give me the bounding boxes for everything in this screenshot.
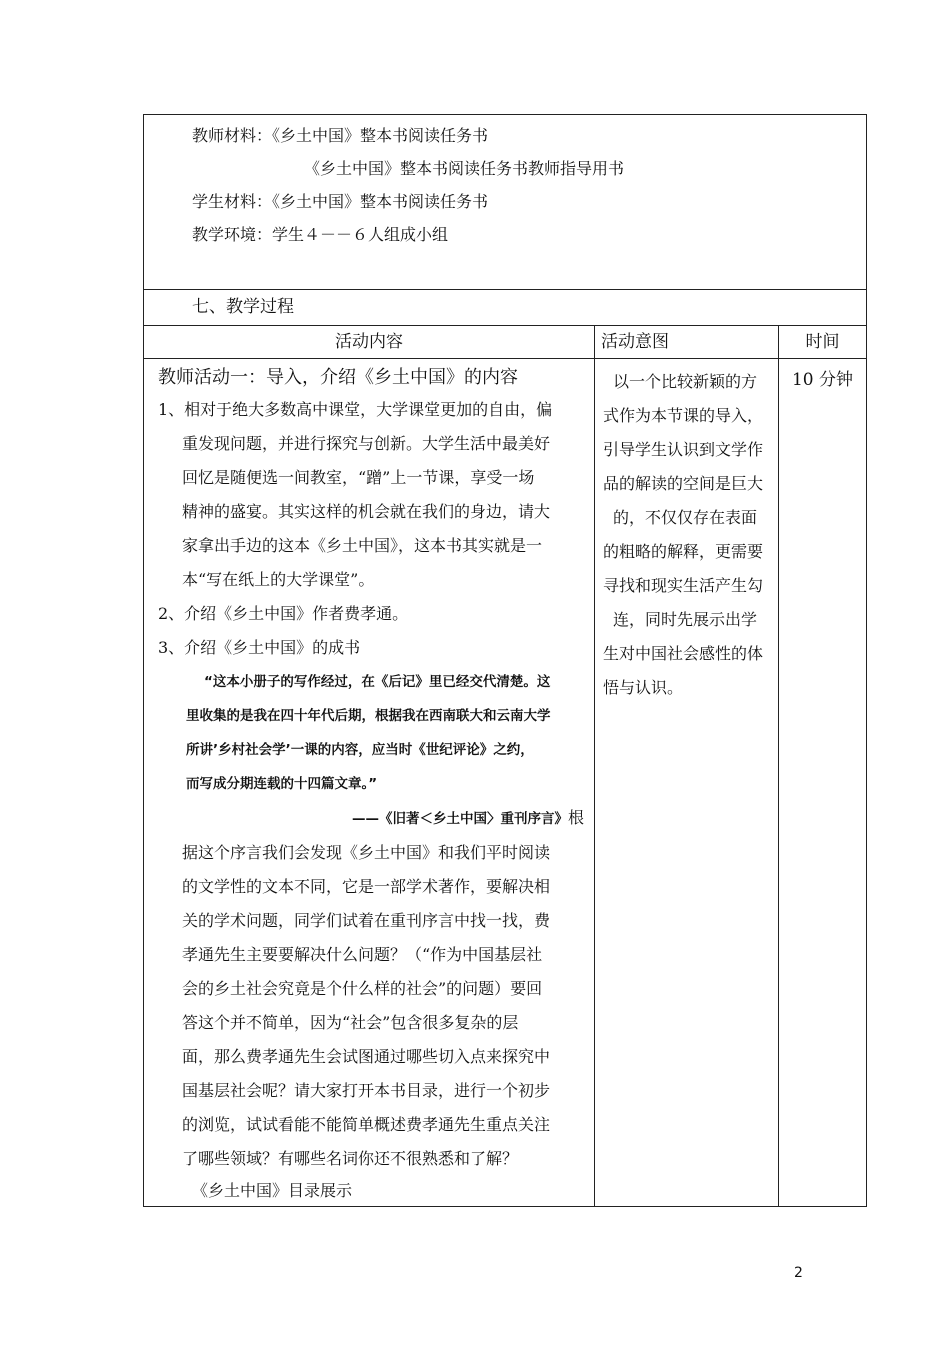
- para1-line5: 家拿出手边的这本《乡土中国》，这本书其实就是一: [182, 536, 543, 555]
- activity-row: [144, 359, 867, 1207]
- intent-line5: 的，不仅仅存在表面: [613, 508, 758, 527]
- body-line10: 了哪些领域？有哪些名词你还不很熟悉和了解？: [182, 1149, 519, 1168]
- intent-line8: 连，同时先展示出学: [613, 610, 758, 629]
- toc-line: 《乡土中国》目录展示: [192, 1181, 353, 1200]
- environment-value: 学生４－－６人组成小组: [272, 225, 449, 244]
- teacher-materials-line: [144, 119, 866, 152]
- intent-line3: 引导学生认识到文学作: [603, 440, 764, 459]
- body-line5: 会的乡土社会究竟是个什么样的社会”的问题）要回: [182, 979, 543, 998]
- para1-line2: 重发现问题，并进行探究与创新。大学生活中最美好: [182, 434, 551, 453]
- intent-line4: 品的解读的空间是巨大: [603, 474, 764, 493]
- intent-line7: 寻找和现实生活产生勾: [603, 576, 764, 595]
- table-header-row: [144, 326, 867, 359]
- student-materials-label: 学生材料：: [192, 192, 273, 211]
- activity-time: 10 分钟: [791, 370, 854, 390]
- body-line6: 答这个并不简单，因为“社会”包含很多复杂的层: [182, 1013, 519, 1032]
- para1-line1: 1、相对于绝大多数高中课堂，大学课堂更加的自由，偏: [158, 400, 553, 419]
- section-cell: [144, 290, 867, 326]
- quote-line4: 而写成分期连载的十四篇文章。”: [186, 776, 378, 792]
- activity-time-cell: [779, 359, 867, 1207]
- activity-title: 教师活动一：导入，介绍《乡土中国》的内容: [158, 367, 518, 388]
- intent-line10: 悟与认识。: [603, 678, 684, 697]
- activity-content-cell: [144, 359, 595, 1207]
- para1-line3: 回忆是随便选一间教室，“蹭”上一节课，享受一场: [182, 468, 535, 487]
- student-materials-line: [144, 185, 866, 218]
- header-activity-content: 活动内容: [144, 326, 595, 359]
- intent-line1: 以一个比较新颖的方: [613, 372, 758, 391]
- quote-source-tail: 根: [567, 808, 584, 827]
- quote-line1: “这本小册子的写作经过，在《后记》里已经交代清楚。这: [204, 674, 551, 690]
- para2: 2、介绍《乡土中国》作者费孝通。: [158, 604, 409, 623]
- intent-line6: 的粗略的解释，更需要: [603, 542, 764, 561]
- teacher-material-2: 《乡土中国》整本书阅读任务书教师指导用书: [304, 159, 625, 178]
- quote-source-line: [158, 801, 584, 836]
- para1-line4: 精神的盛宴。其实这样的机会就在我们的身边，请大: [182, 502, 551, 521]
- body-line2: 的文学性的文本不同，它是一部学术著作，要解决相: [182, 877, 551, 896]
- body-line3: 关的学术问题，同学们试着在重刊序言中找一找，费: [182, 911, 551, 930]
- teacher-materials-line-2: [144, 152, 866, 185]
- activity-intent-cell: [595, 359, 779, 1207]
- para3: 3、介绍《乡土中国》的成书: [158, 638, 361, 657]
- body-line1: 据这个序言我们会发现《乡土中国》和我们平时阅读: [182, 843, 551, 862]
- body-line8: 国基层社会呢？请大家打开本书目录，进行一个初步: [182, 1081, 551, 1100]
- page-number: 2: [794, 1265, 803, 1281]
- environment-label: 教学环境：: [192, 225, 273, 244]
- body-line7: 面，那么费孝通先生会试图通过哪些切入点来探究中: [182, 1047, 551, 1066]
- para1-line6: 本“写在纸上的大学课堂”。: [182, 570, 375, 589]
- teacher-material-1: 《乡土中国》整本书阅读任务书: [272, 126, 489, 145]
- section-title: 七、教学过程: [192, 297, 294, 317]
- body-line4: 孝通先生主要要解决什么问题？（“作为中国基层社: [182, 945, 543, 964]
- quote-source: ——《旧著＜乡土中国〉重刊序言》: [351, 811, 568, 827]
- body-line9: 的浏览，试试看能不能简单概述费孝通先生重点关注: [182, 1115, 551, 1134]
- materials-cell: [144, 115, 867, 290]
- quote-line3: 所讲’乡村社会学’一课的内容，应当时《世纪评论》之约，: [186, 742, 534, 758]
- environment-line: [144, 218, 866, 251]
- intent-line2: 式作为本节课的导入，: [603, 406, 764, 425]
- intent-line9: 生对中国社会感性的体: [603, 644, 764, 663]
- section-row: [144, 290, 867, 326]
- teacher-materials-label: 教师材料：: [192, 126, 273, 145]
- student-material: 《乡土中国》整本书阅读任务书: [272, 192, 489, 211]
- materials-row: [144, 115, 867, 290]
- header-time: 时间: [779, 326, 867, 359]
- lesson-plan-table: [143, 114, 867, 1207]
- header-activity-intent: 活动意图: [595, 326, 779, 359]
- quote-line2: 里收集的是我在四十年代后期，根据我在西南联大和云南大学: [186, 708, 551, 724]
